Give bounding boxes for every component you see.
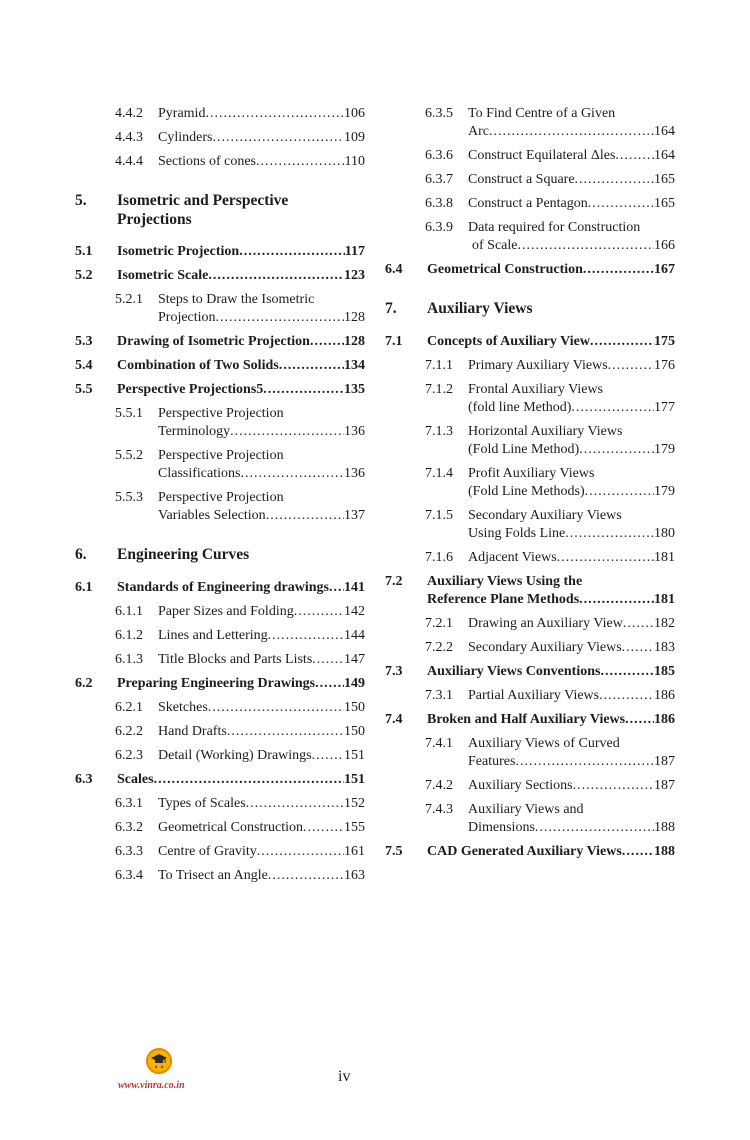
toc-entry: 5.4 Combination of Two Solids ..... 134 (75, 357, 365, 375)
toc-entry: 7.1.1 Primary Auxiliary Views ..... 176 (425, 357, 675, 375)
toc-entry: 7.4.3 Auxiliary Views and Dimensions ..... 188 (425, 801, 675, 837)
toc-entry: 5.5.2 Perspective Projection Classifications ..... 136 (115, 447, 365, 483)
toc-entry: 5.2.1 Steps to Draw the Isometric Projection ..... 128 (115, 291, 365, 327)
toc-entry: 4.4.4 Sections of cones ..... 110 (115, 153, 365, 171)
toc-entry: 7.4 Broken and Half Auxiliary Views ..... 186 (385, 711, 675, 729)
toc-entry: 5.2 Isometric Scale ..... 123 (75, 267, 365, 285)
toc-entry: 5.3 Drawing of Isometric Projection ..... 128 (75, 333, 365, 351)
toc-entry: 6.2.3 Detail (Working) Drawings ..... 151 (115, 747, 365, 765)
toc-entry: 5.5 Perspective Projections5 ..... 135 (75, 381, 365, 399)
toc-entry: 5.5.1 Perspective Projection Terminology ..... 136 (115, 405, 365, 441)
toc-entry: 5.1 Isometric Projection ..... 117 (75, 243, 365, 261)
toc-entry: 6.3.8 Construct a Pentagon ..... 165 (425, 195, 675, 213)
toc-entry: 6.3.4 To Trisect an Angle ..... 163 (115, 867, 365, 885)
toc-entry: 4.4.2 Pyramid ..... 106 (115, 105, 365, 123)
toc-entry: 6.3.3 Centre of Gravity ..... 161 (115, 843, 365, 861)
toc-entry: 7.5 CAD Generated Auxiliary Views ..... 188 (385, 843, 675, 861)
toc-entry: 7.2 Auxiliary Views Using the Reference Plane Methods ..... 181 (385, 573, 675, 609)
chapter-heading: 5. Isometric and Perspective Projections (75, 192, 289, 228)
toc-entry: 4.4.3 Cylinders ..... 109 (115, 129, 365, 147)
toc-entry: 6.3.5 To Find Centre of a Given Arc ..... 164 (425, 105, 675, 141)
toc-entry: 7.2.1 Drawing an Auxiliary View ..... 182 (425, 615, 675, 633)
toc-entry: 7.1.6 Adjacent Views ..... 181 (425, 549, 675, 567)
toc-entry: 7.3 Auxiliary Views Conventions ..... 185 (385, 663, 675, 681)
toc-entry: 6.3.2 Geometrical Construction ..... 155 (115, 819, 365, 837)
toc-entry: 7.4.1 Auxiliary Views of Curved Features ..... 187 (425, 735, 675, 771)
toc-entry: 5.5.3 Perspective Projection Variables Selection ..... 137 (115, 489, 365, 525)
toc-entry: 6.1 Standards of Engineering drawings ..... 141 (75, 579, 365, 597)
toc-entry: 6.3.9 Data required for Construction of Scale ..... 166 (425, 219, 675, 255)
toc-entry: 7.1.3 Horizontal Auxiliary Views (Fold Line Method) ..... 179 (425, 423, 675, 459)
chapter-heading: 6. Engineering Curves (75, 546, 250, 563)
toc-entry: 7.1 Concepts of Auxiliary View ..... 175 (385, 333, 675, 351)
toc-entry: 6.1.2 Lines and Lettering ..... 144 (115, 627, 365, 645)
toc-entry: 7.2.2 Secondary Auxiliary Views ..... 183 (425, 639, 675, 657)
toc-entry: 6.3 Scales ..... 151 (75, 771, 365, 789)
toc-entry: 7.3.1 Partial Auxiliary Views ..... 186 (425, 687, 675, 705)
toc-entry: 6.3.1 Types of Scales ..... 152 (115, 795, 365, 813)
toc-entry: 6.3.7 Construct a Square ..... 165 (425, 171, 675, 189)
toc-entry: 6.2.2 Hand Drafts ..... 150 (115, 723, 365, 741)
publisher-logo-icon (146, 1048, 172, 1074)
toc-entry: 6.4 Geometrical Construction ..... 167 (385, 261, 675, 279)
toc-entry: 7.1.4 Profit Auxiliary Views (Fold Line Methods) ..... 179 (425, 465, 675, 501)
toc-entry: 7.4.2 Auxiliary Sections ..... 187 (425, 777, 675, 795)
toc-entry: 6.1.1 Paper Sizes and Folding ..... 142 (115, 603, 365, 621)
toc-entry: 7.1.2 Frontal Auxiliary Views (fold line Method) ..... 177 (425, 381, 675, 417)
toc-entry: 6.2 Preparing Engineering Drawings ..... 149 (75, 675, 365, 693)
chapter-heading: 7. Auxiliary Views (385, 300, 533, 317)
toc-entry: 6.3.6 Construct Equilateral Δles ..... 164 (425, 147, 675, 165)
page-number: iv (338, 1068, 351, 1085)
publisher-url: www.vinra.co.in (118, 1080, 185, 1091)
toc-entry: 6.1.3 Title Blocks and Parts Lists ..... 147 (115, 651, 365, 669)
toc-entry: 7.1.5 Secondary Auxiliary Views Using Folds Line ..... 180 (425, 507, 675, 543)
toc-entry: 6.2.1 Sketches ..... 150 (115, 699, 365, 717)
